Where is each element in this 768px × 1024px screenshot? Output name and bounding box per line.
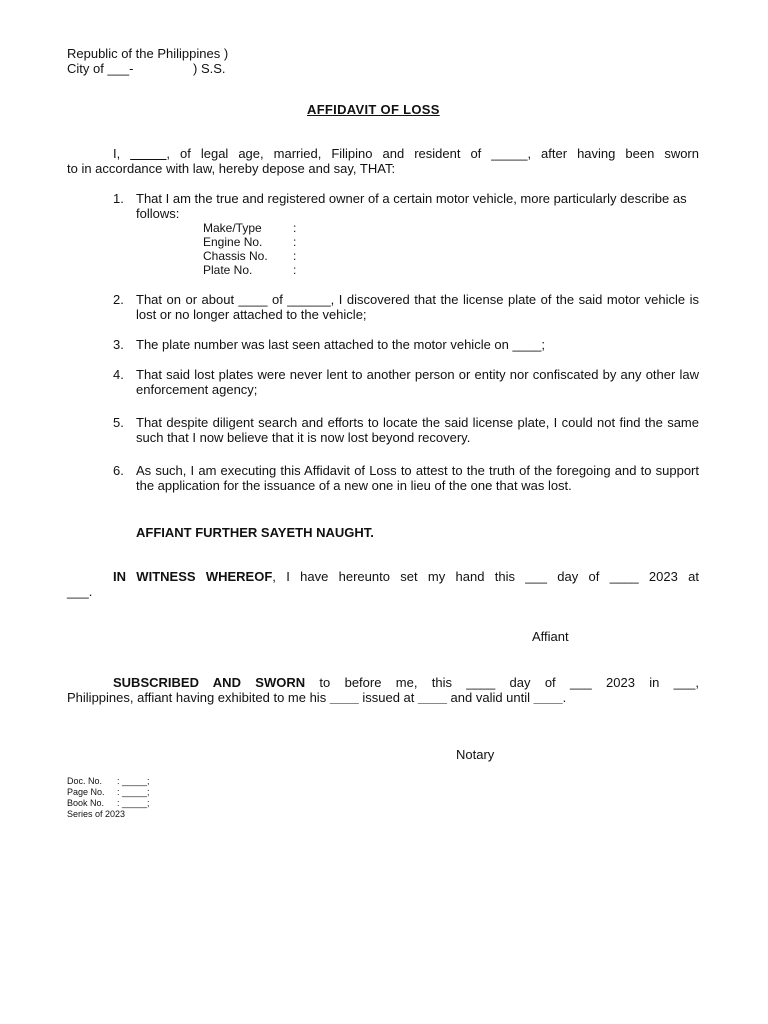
item-2-text: That on or about ____ of ______, I discovered that the license plate of the said motor vehicle is lost or no longer attached to the vehicle; [136, 292, 699, 322]
sworn-bold: SUBSCRIBED AND SWORN [113, 675, 306, 690]
series-label: Series of 2023 [67, 809, 126, 819]
intro-line-2: to in accordance with law, hereby depose and say, THAT: [67, 161, 396, 176]
book-no-label: Book No. [67, 798, 105, 808]
doc-no-row [67, 776, 150, 787]
book-no-value: : _____; [117, 798, 150, 808]
page-no-row [67, 787, 150, 798]
intro-line-1 [113, 146, 699, 161]
intro-text-b: , of legal age, married, Filipino and resident of _____, after having been sworn [166, 146, 699, 161]
item-6-text: As such, I am executing this Affidavit of Loss to attest to the truth of the foregoing and to support the application for the issuance of a new one in lieu of the one that was lost. [136, 463, 699, 493]
document-title: AFFIDAVIT OF LOSS [307, 102, 440, 117]
further-sayeth: AFFIANT FURTHER SAYETH NAUGHT. [136, 525, 374, 540]
vehicle-field-make [203, 221, 296, 235]
vehicle-field-plate [203, 263, 296, 277]
vehicle-field-label: Plate No. [203, 263, 253, 277]
vehicle-field-label: Chassis No. [203, 249, 268, 263]
vehicle-field-sep: : [293, 221, 297, 235]
sworn-text-a: Philippines, affiant having exhibited to me his [67, 690, 330, 705]
issued-at-blank: ____ [418, 690, 447, 705]
sworn-text: to before me, this ____ day of ___ 2023 in ___, [305, 675, 699, 690]
valid-until-blank: ____ [533, 690, 563, 705]
vehicle-field-label: Make/Type [203, 221, 262, 235]
header-line-1: Republic of the Philippines ) [67, 46, 229, 61]
item-3-text: The plate number was last seen attached to the motor vehicle on ____; [136, 337, 546, 352]
vehicle-field-engine [203, 235, 296, 249]
doc-no-label: Doc. No. [67, 776, 103, 786]
sworn-text-c: and valid until [446, 690, 534, 705]
vehicle-field-sep: : [293, 249, 297, 263]
header-ss: ) S.S. [193, 61, 226, 76]
item-2-number: 2. [113, 292, 124, 307]
item-1-text: That I am the true and registered owner of a certain motor vehicle, more particularly describe as follows: [136, 191, 687, 221]
vehicle-field-label: Engine No. [203, 235, 263, 249]
sworn-text-d: . [562, 690, 567, 705]
item-4-text: That said lost plates were never lent to another person or entity nor confiscated by any other law enforcement agency; [136, 367, 699, 397]
page-no-label: Page No. [67, 787, 105, 797]
vehicle-field-sep: : [293, 263, 297, 277]
witness-line-1 [113, 569, 699, 584]
witness-text: , I have hereunto set my hand this ___ day of ____ 2023 at [272, 569, 699, 584]
item-5-number: 5. [113, 415, 124, 430]
page-no-value: : _____; [117, 787, 150, 797]
header-city: City of ___- [67, 61, 134, 76]
id-blank: ____ [329, 690, 359, 705]
affiant-name-blank: _____ [130, 146, 167, 161]
vehicle-field-chassis [203, 249, 296, 263]
vehicle-field-sep: : [293, 235, 297, 249]
book-no-row [67, 798, 150, 809]
affiant-label: Affiant [532, 629, 569, 644]
item-4-number: 4. [113, 367, 124, 382]
intro-text-a: I, [113, 146, 131, 161]
sworn-text-b: issued at [358, 690, 418, 705]
item-3-number: 3. [113, 337, 124, 352]
notary-label: Notary [456, 747, 495, 762]
item-6-number: 6. [113, 463, 124, 478]
witness-bold: IN WITNESS WHEREOF [113, 569, 273, 584]
item-1-number: 1. [113, 191, 124, 206]
sworn-line-2 [67, 690, 566, 705]
witness-line-2: ___. [67, 584, 93, 599]
doc-no-value: : _____; [117, 776, 150, 786]
item-5-text: That despite diligent search and efforts to locate the said license plate, I could not find the same such that I now believe that it is now lost beyond recovery. [136, 415, 699, 445]
sworn-line-1 [113, 675, 699, 690]
